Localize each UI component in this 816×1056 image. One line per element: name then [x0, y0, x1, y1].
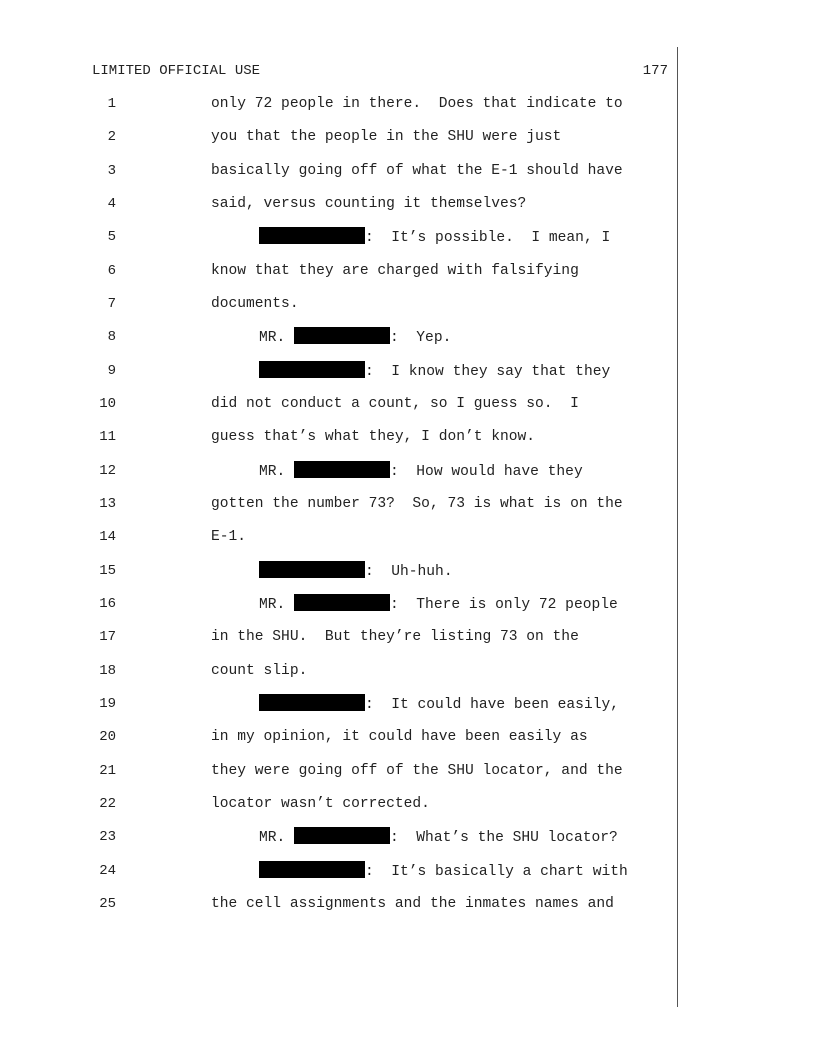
transcript-line [0, 194, 816, 214]
line-text: : It’s possible. I mean, I [365, 230, 611, 246]
redaction-box [259, 861, 365, 878]
line-number: 21 [99, 763, 116, 779]
line-number: 8 [107, 329, 116, 345]
speaker-line [259, 461, 583, 482]
classification-header: LIMITED OFFICIAL USE [92, 63, 261, 79]
line-number: 16 [99, 596, 116, 612]
transcript-line [0, 94, 816, 114]
line-text: they were going off of the SHU locator, and the [211, 763, 623, 779]
line-number: 12 [99, 463, 116, 479]
line-number: 13 [99, 496, 116, 512]
line-text: only 72 people in there. Does that indicate to [211, 96, 623, 112]
line-number: 22 [99, 796, 116, 812]
transcript-line [0, 694, 816, 714]
speaker-prefix: MR. [259, 830, 295, 846]
transcript-line [0, 394, 816, 414]
line-text: : There is only 72 people [390, 597, 618, 613]
page-number: 177 [642, 63, 668, 79]
line-text: : It’s basically a chart with [365, 864, 628, 880]
line-text: basically going off of what the E-1 should have [211, 163, 623, 179]
transcript-line [0, 427, 816, 447]
line-text: E-1. [211, 529, 247, 545]
line-number: 5 [107, 229, 116, 245]
transcript-line [0, 861, 816, 881]
line-number: 6 [107, 263, 116, 279]
speaker-line [259, 827, 618, 848]
line-text: the cell assignments and the inmates names and [211, 896, 614, 912]
line-number: 2 [107, 129, 116, 145]
redaction-box [294, 461, 390, 478]
line-text: : I know they say that they [365, 364, 611, 380]
speaker-line [259, 327, 451, 348]
line-text: did not conduct a count, so I guess so. I [211, 396, 579, 412]
transcript-line [0, 527, 816, 547]
transcript-line [0, 494, 816, 514]
speaker-prefix: MR. [259, 464, 295, 480]
redaction-box [259, 227, 365, 244]
speaker-line [259, 694, 619, 715]
line-number: 19 [99, 696, 116, 712]
redaction-box [259, 361, 365, 378]
transcript-line [0, 361, 816, 381]
speaker-prefix: MR. [259, 330, 295, 346]
line-text: : Uh-huh. [365, 564, 453, 580]
line-text: : What’s the SHU locator? [390, 830, 618, 846]
transcript-line [0, 327, 816, 347]
line-number: 15 [99, 563, 116, 579]
line-number: 25 [99, 896, 116, 912]
transcript-line [0, 827, 816, 847]
line-text: : It could have been easily, [365, 697, 619, 713]
transcript-line [0, 761, 816, 781]
speaker-prefix: MR. [259, 597, 295, 613]
line-text: you that the people in the SHU were just [211, 129, 562, 145]
line-text: in the SHU. But they’re listing 73 on the [211, 629, 579, 645]
transcript-line [0, 127, 816, 147]
redaction-box [259, 561, 365, 578]
transcript-line [0, 227, 816, 247]
line-text: said, versus counting it themselves? [211, 196, 527, 212]
line-text: in my opinion, it could have been easily as [211, 729, 588, 745]
transcript-line [0, 261, 816, 281]
speaker-line [259, 561, 453, 582]
transcript-line [0, 594, 816, 614]
transcript-line [0, 727, 816, 747]
transcript-line [0, 161, 816, 181]
redaction-box [294, 327, 390, 344]
line-number: 20 [99, 729, 116, 745]
line-number: 4 [107, 196, 116, 212]
redaction-box [294, 827, 390, 844]
line-text: count slip. [211, 663, 308, 679]
line-number: 3 [107, 163, 116, 179]
line-number: 9 [107, 363, 116, 379]
line-number: 11 [99, 429, 116, 445]
line-number: 18 [99, 663, 116, 679]
line-number: 10 [99, 396, 116, 412]
line-number: 23 [99, 829, 116, 845]
line-text: : How would have they [390, 464, 583, 480]
line-number: 17 [99, 629, 116, 645]
redaction-box [294, 594, 390, 611]
transcript-line [0, 894, 816, 914]
line-text: documents. [211, 296, 299, 312]
transcript-line [0, 794, 816, 814]
speaker-line [259, 861, 628, 882]
transcript-line [0, 294, 816, 314]
line-number: 24 [99, 863, 116, 879]
speaker-line [259, 594, 618, 615]
transcript-line [0, 661, 816, 681]
transcript-line [0, 561, 816, 581]
transcript-line [0, 461, 816, 481]
redaction-box [259, 694, 365, 711]
line-number: 7 [107, 296, 116, 312]
line-number: 1 [107, 96, 116, 112]
line-text: locator wasn’t corrected. [211, 796, 430, 812]
speaker-line [259, 227, 610, 248]
line-text: know that they are charged with falsifying [211, 263, 579, 279]
line-text: gotten the number 73? So, 73 is what is on the [211, 496, 623, 512]
line-text: : Yep. [390, 330, 452, 346]
transcript-line [0, 627, 816, 647]
speaker-line [259, 361, 610, 382]
line-number: 14 [99, 529, 116, 545]
line-text: guess that’s what they, I don’t know. [211, 429, 536, 445]
